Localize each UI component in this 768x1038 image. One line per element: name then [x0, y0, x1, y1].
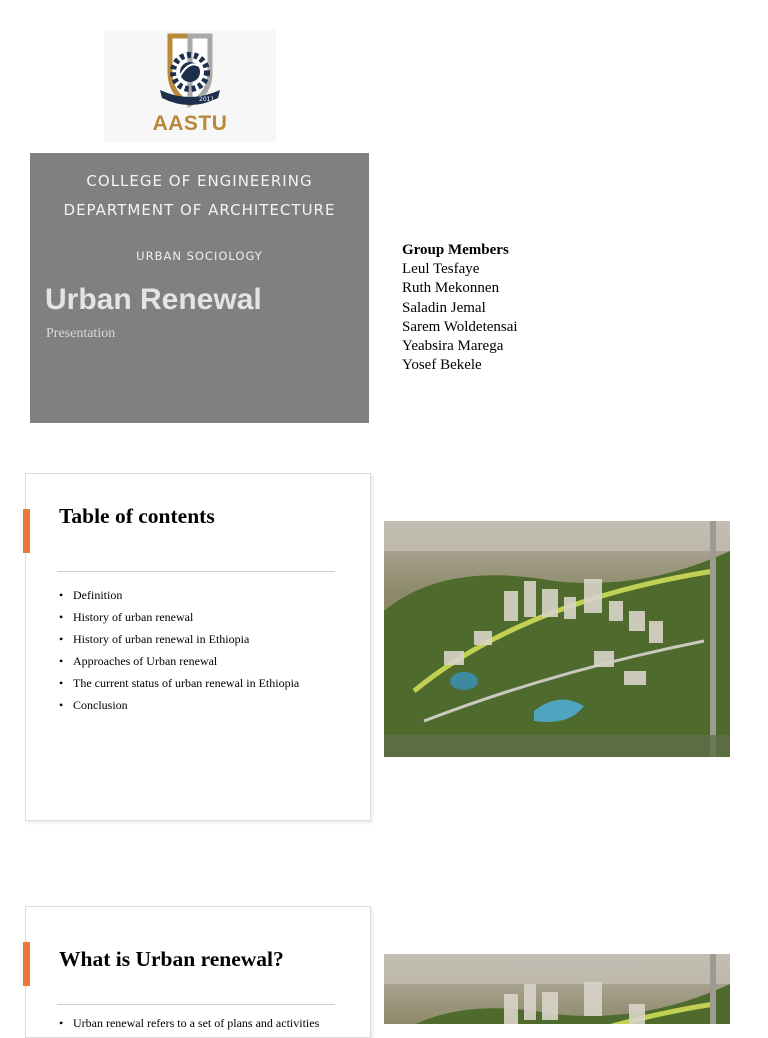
department-name: DEPARTMENT OF ARCHITECTURE: [63, 201, 336, 219]
course-name: URBAN SOCIOLOGY: [136, 249, 263, 263]
toc-item-label: The current status of urban renewal in Ethiopia: [73, 676, 300, 691]
aastu-emblem-icon: [154, 32, 226, 112]
slide-title: Table of contents: [59, 504, 215, 528]
title-divider: [57, 1004, 335, 1005]
bullet-icon: •: [59, 588, 64, 602]
definition-slide: [25, 906, 371, 1038]
aerial-city-render-icon: [384, 521, 730, 757]
toc-slide: [25, 473, 371, 821]
list-item: [59, 606, 299, 628]
list-item: [59, 650, 299, 672]
toc-item-label: History of urban renewal in Ethiopia: [73, 632, 250, 647]
list-item: [59, 628, 299, 650]
bullet-icon: •: [59, 698, 64, 713]
toc-item-label: History of urban renewal: [73, 610, 194, 625]
aerial-city-render-icon: [384, 954, 730, 1024]
member-name: Ruth Mekonnen: [402, 280, 500, 297]
college-name: COLLEGE OF ENGINEERING: [86, 172, 313, 190]
aerial-city-image: [384, 521, 730, 757]
member-name: Saladin Jemal: [402, 299, 486, 316]
member-name: Yeabsira Marega: [402, 338, 504, 355]
title-block: [30, 153, 369, 423]
slide-accent-bar: [23, 942, 30, 986]
group-members-heading: Group Members: [402, 242, 509, 258]
toc-item-label: Conclusion: [73, 698, 128, 713]
list-item: [59, 672, 299, 694]
presentation-title: Urban Renewal: [45, 283, 262, 316]
list-item: [59, 584, 299, 606]
college-heading: [30, 167, 369, 225]
title-divider: [57, 571, 335, 572]
toc-item-label: Approaches of Urban renewal: [73, 654, 218, 669]
bullet-icon: •: [59, 1016, 64, 1030]
toc-item-label: Definition: [73, 588, 123, 602]
presentation-subtitle: Presentation: [46, 326, 116, 341]
toc-list: [59, 584, 299, 717]
bullet-icon: •: [59, 632, 64, 647]
group-members: [402, 241, 518, 375]
member-name: Yosef Bekele: [402, 357, 482, 374]
bullet-icon: •: [59, 654, 64, 669]
bullet-icon: •: [59, 676, 64, 691]
aastu-logo: [104, 30, 276, 142]
logo-wordmark: AASTU: [152, 112, 228, 135]
bullet-icon: •: [59, 610, 64, 625]
member-name: Sarem Woldetensai: [402, 318, 518, 335]
slide-accent-bar: [23, 509, 30, 553]
slide-title: What is Urban renewal?: [59, 947, 284, 971]
list-item: [59, 694, 299, 716]
definition-text-line: Urban renewal refers to a set of plans and activities: [73, 1016, 320, 1030]
logo-badge-year: 2011: [199, 96, 215, 103]
aerial-city-image: [384, 954, 730, 1024]
member-name: Leul Tesfaye: [402, 261, 480, 278]
